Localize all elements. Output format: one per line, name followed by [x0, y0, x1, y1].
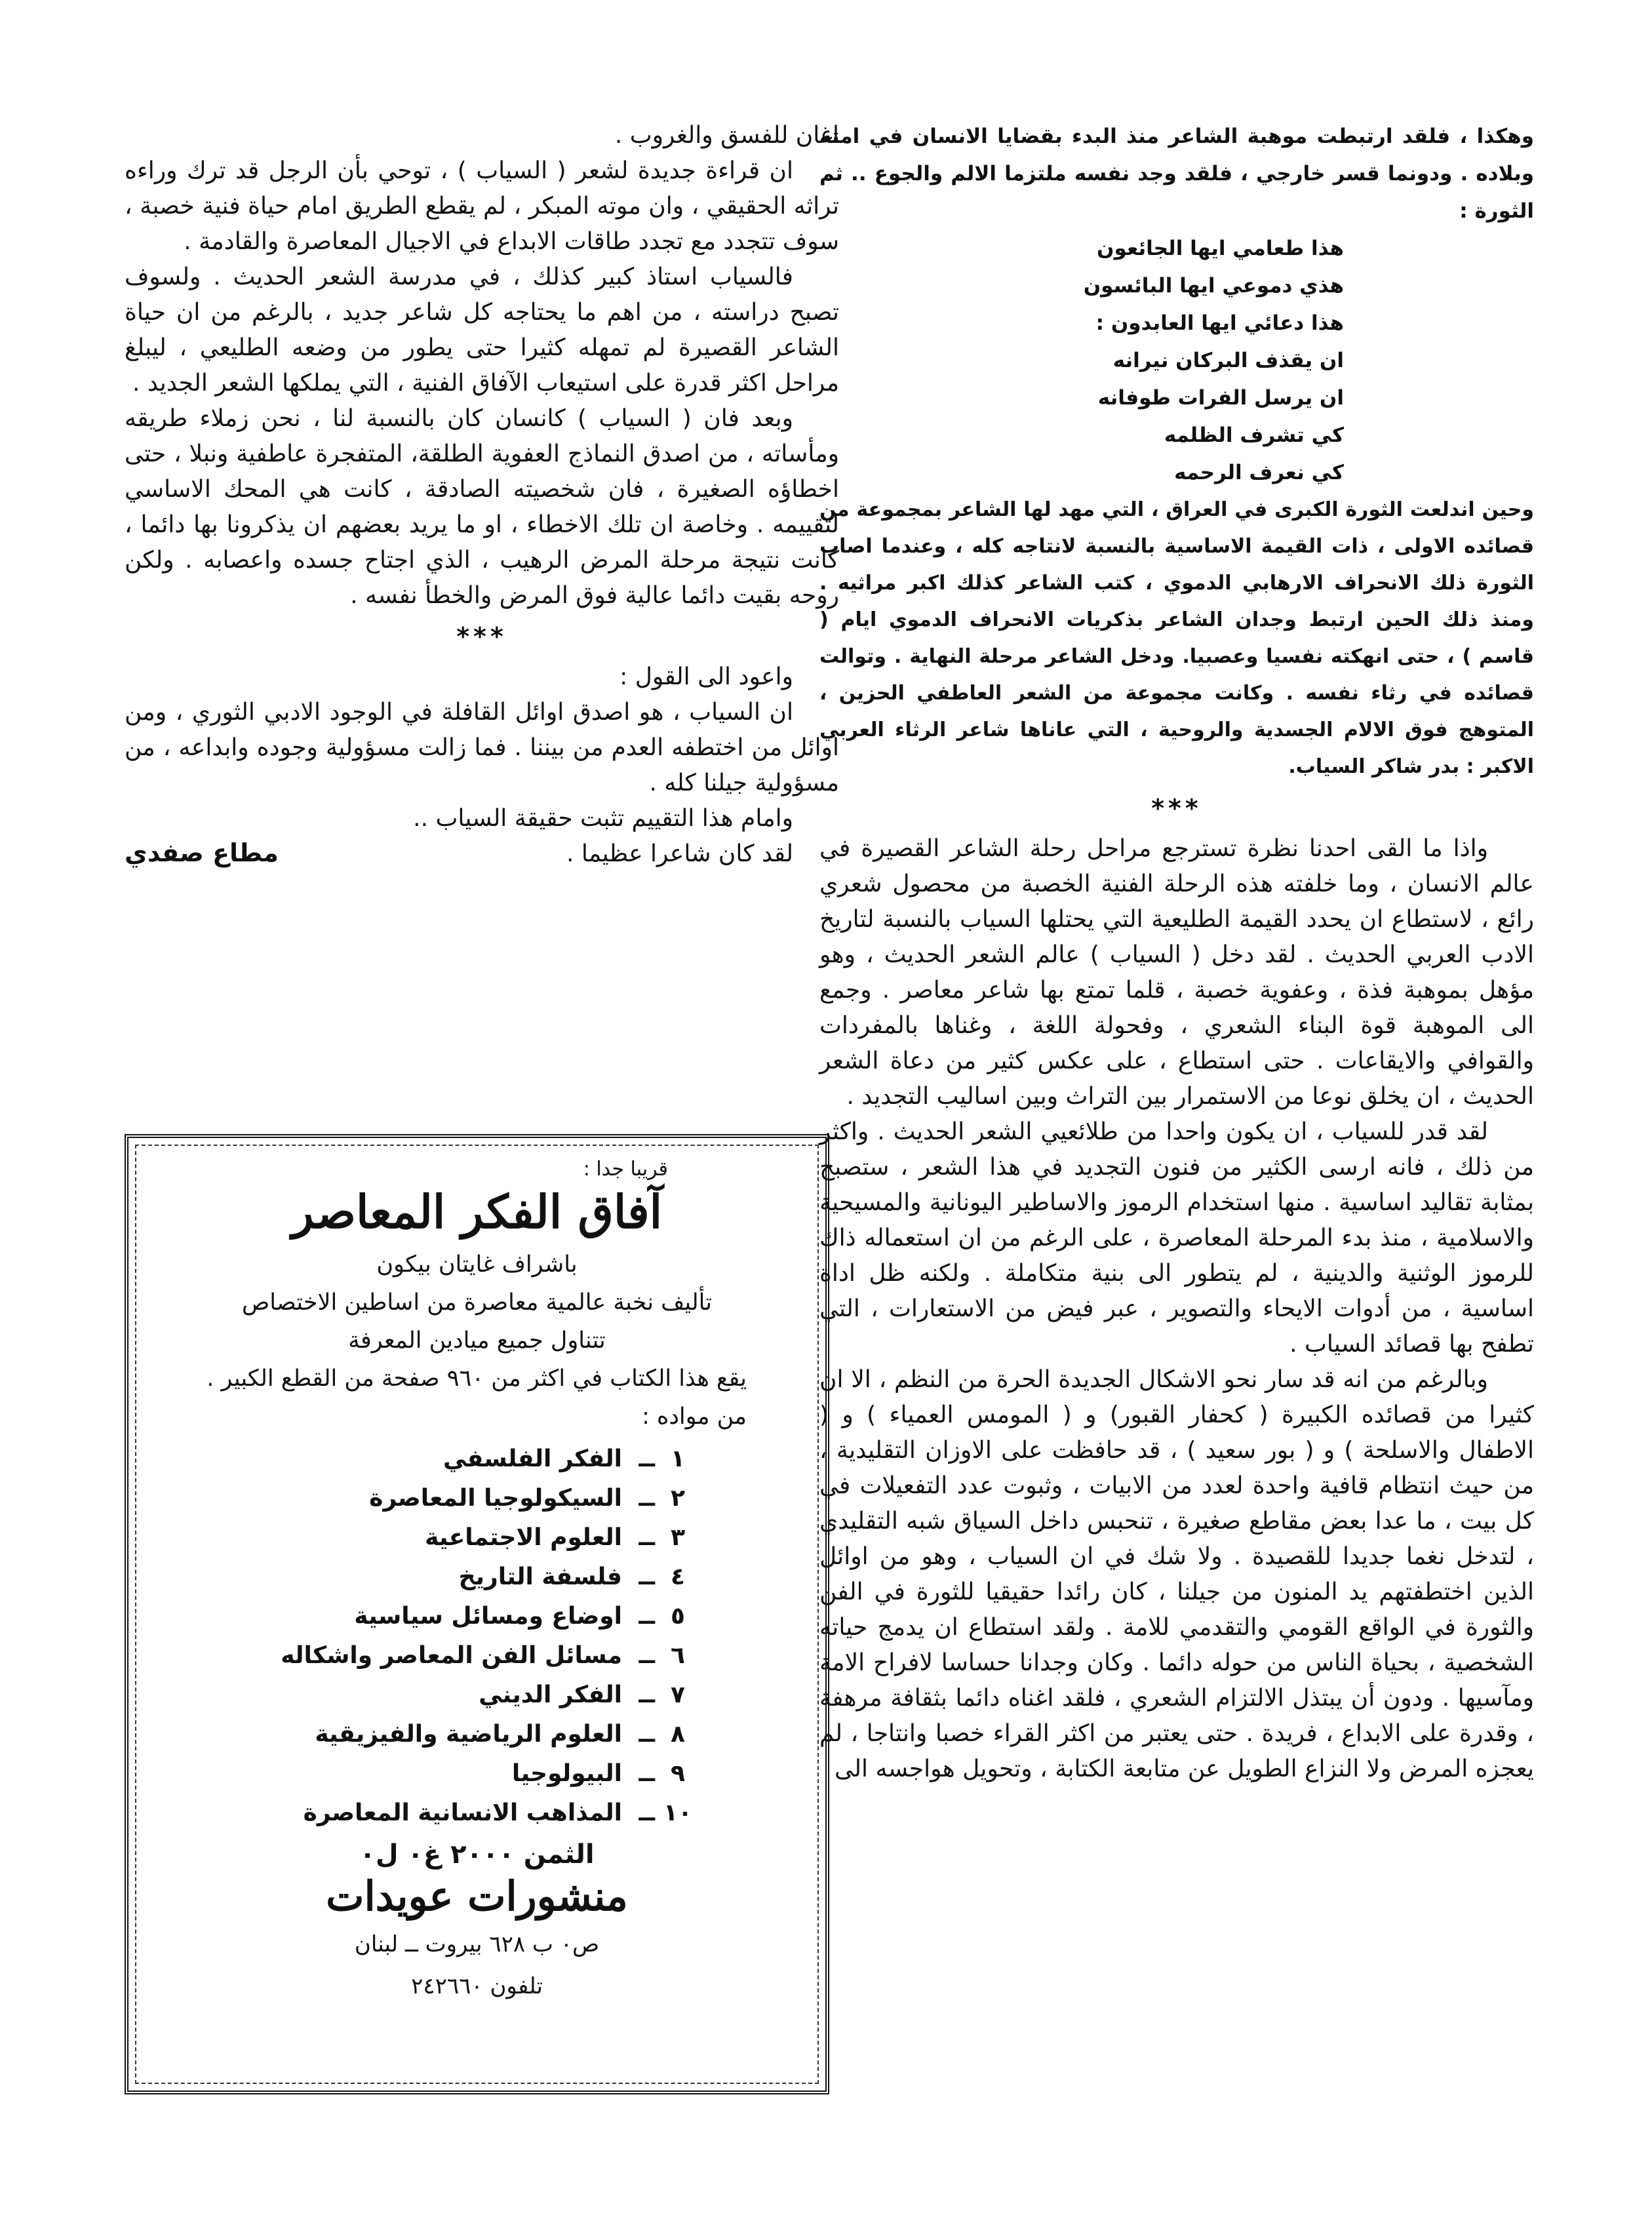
- body-paragraph: وبعد فان ( السياب ) كانسان كان بالنسبة لنا ، نحن زملاء طريقه ومأساته ، من اصدق النماذج العفوية الطلقة، المتفجرة عاطفية ونبلا ، حتى اخطاؤه الصغيرة ، فان شخصيته الصادقة ، كانت هي المحك الاساسي لتقييمه . وخاصة ان تلك الاخطاء ، او ما يريد بعضهم ان يذكرونا بها دائما ، كانت نتيجة مرحلة المرض الرهيب ، الذي اجتاح جسده واعصابه . ولكن روحه بقيت دائما عالية فوق المرض والخطأ نفسه .: [125, 405, 839, 609]
- publisher-address: ص٠ ب ٦٢٨ بيروت ــ لبنان: [354, 1931, 600, 1957]
- poem-line: كي نعرف الرحمه: [1174, 461, 1344, 484]
- list-item: [155, 1440, 701, 1479]
- item-dash: ــ: [639, 1485, 655, 1512]
- item-label: المذاهب الانسانية المعاصرة: [303, 1799, 622, 1826]
- closing-line: وامام هذا التقييم تثبت حقيقة السياب ..: [413, 805, 793, 832]
- item-dash: ــ: [639, 1760, 655, 1787]
- final-line: لقد كان شاعرا عظيما .: [566, 840, 793, 867]
- list-item: [155, 1558, 701, 1597]
- item-label: السيكولوجيا المعاصرة: [369, 1485, 622, 1512]
- item-number: ٦: [671, 1642, 685, 1669]
- item-number: ٨: [671, 1721, 685, 1748]
- item-dash: ــ: [639, 1799, 655, 1826]
- item-dash: ــ: [639, 1603, 655, 1630]
- item-dash: ــ: [639, 1524, 655, 1551]
- section-divider-stars: ***: [456, 622, 507, 651]
- body-paragraph: ان قراءة جديدة لشعر ( السياب ) ، توحي بأن الرجل قد ترك وراءه تراثه الحقيقي ، وان موته المبكر ، لم يقطع الطريق امام حياة فنية خصبة ، سوف تتجدد مع تجدد طاقات الابداع في الاجيال المعاصرة والقادمة .: [125, 157, 839, 255]
- body-paragraph: فالسياب استاذ كبير كذلك ، في مدرسة الشعر الحديث . ولسوف تصبح دراسته ، من اهم ما يحتاجه كل شاعر جديد ، بالرغم من ان حياة الشاعر القصيرة لم تمهله كثيرا حتى يطور من وضعه الطليعي ، ليبلغ مراحل اكثر قدرة على استيعاب الآفاق الفنية ، التي يملكها الشعر الجديد .: [125, 264, 839, 397]
- poem-line: ان يرسل الفرات طوفانه: [1097, 386, 1344, 410]
- item-number: ٣: [671, 1524, 685, 1551]
- book-advertisement: [125, 1134, 829, 2094]
- item-dash: ــ: [639, 1721, 655, 1748]
- list-item: [155, 1597, 701, 1636]
- item-number: ١٠: [663, 1799, 692, 1826]
- poem-line: كي تشرف الظلمه: [1164, 423, 1344, 447]
- publisher-name: منشورات عويدات: [326, 1872, 628, 1920]
- author-signature: مطاع صفدي: [125, 838, 279, 867]
- coming-soon-label: قريبا جدا :: [583, 1158, 668, 1181]
- poem-line: هذي دموعي ايها البائسون: [1083, 274, 1344, 298]
- item-number: ٢: [671, 1485, 685, 1512]
- item-number: ٤: [671, 1563, 685, 1590]
- poem-stanza: [819, 230, 1534, 492]
- item-number: ٩: [671, 1760, 685, 1787]
- list-item: [155, 1676, 701, 1715]
- item-dash: ــ: [639, 1563, 655, 1590]
- item-number: ١: [671, 1445, 685, 1472]
- book-title: آفاق الفكر المعاصر: [291, 1185, 663, 1239]
- poem-line: ان يقذف البركان نيرانه: [1112, 349, 1344, 372]
- list-item: [155, 1479, 701, 1518]
- item-number: ٧: [671, 1681, 685, 1708]
- item-label: العلوم الرياضية والفيزيقية: [315, 1721, 622, 1748]
- authorship-line: تأليف نخبة عالمية معاصرة من اساطين الاختصاص: [241, 1289, 713, 1316]
- item-dash: ــ: [639, 1445, 655, 1472]
- intro-paragraph: وهكذا ، فلقد ارتبطت موهبة الشاعر منذ البدء بقضايا الانسان في امته وبلاده . ودونما قسر خارجي ، فلقد وجد نفسه ملتزما الالم والجوع .. ثم الثورة :: [819, 125, 1534, 223]
- list-item: [155, 1518, 701, 1558]
- closing-paragraph: ان السياب ، هو اصدق اوائل القافلة في الوجود الادبي الثوري ، ومن اوائل من اختطفه العدم من بيننا . فما زالت مسؤولية وجوده وابداعه ، من مسؤولية جيلنا كله .: [125, 699, 839, 796]
- item-label: البيولوجيا: [511, 1760, 622, 1787]
- publisher-phone: تلفون ٢٤٢٦٦٠: [411, 1973, 543, 1999]
- item-label: اوضاع ومسائل سياسية: [354, 1603, 622, 1630]
- body-paragraph: لقد قدر للسياب ، ان يكون واحدا من طلائعيي الشعر الحديث . واكثر من ذلك ، فانه ارسى الكثير من فنون التجديد في هذا الشعر ، ستصبح بمثابة تقاليد اساسية . منها استخدام الرموز والاساطير اليونانية والمسيحية والاسلامية ، منذ بدء المرحلة المعاصرة ، على الرغم من ان استعماله ذاك للرموز الوثنية والدينية ، لم يتطور الى بنية متكاملة . ولكنه ظل اداة اساسية ، من أدوات الايحاء والتصوير ، عبر فيض من الاستعارات ، التي تطفح بها قصائد السياب .: [819, 1118, 1534, 1358]
- list-item: [155, 1794, 701, 1833]
- contents-label: من مواده :: [642, 1404, 747, 1430]
- section-divider-stars: ***: [1151, 794, 1202, 823]
- item-label: مسائل الفن المعاصر واشكاله: [281, 1642, 622, 1669]
- body-paragraph: وبالرغم من انه قد سار نحو الاشكال الجديدة الحرة من النظم ، الا ان كثيرا من قصائده الكبيرة ( كحفار القبور) و ( المومس العمياء ) و ( الاطفال والاسلحة ) و ( بور سعيد ) ، قد حافظت على الاوزان التقليدية ، من حيث انتظام قافية واحدة لعدد من الابيات ، وثبوت عدد التفعيلات في كل بيت ، ما عدا بعض مقاطع صغيرة ، تنحبس داخل السياق شبه التقليدي ، لتدخل نغما جديدا للقصيدة . ولا شك في ان السياب ، وهو من اوائل الذين اختطفتهم يد المنون من جيلنا ، كان رائدا حقيقيا للثورة في الفن والثورة في الواقع القومي والتقدمي للامة . ولقد استطاع ان يدمج حياته الشخصية ، بحياة الناس من حوله دائما . وكان وجدانا حساسا لافراح الامة ومآسيها . ودون أن يبتذل الالتزام الشعري ، فلقد اغناه دائما بثقافة مرهفة ، وقدرة على الابداع ، فريدة . حتى يعتبر من اكثر القراء خصبا وانتاجا ، لم يعجزه المرض ولا النزاع الطويل عن متابعة الكتابة ، وتحويل هواجسه الى: [819, 1366, 1534, 1782]
- contents-list: [155, 1440, 799, 1833]
- body-paragraph: واذا ما القى احدنا نظرة تسترجع مراحل رحلة الشاعر القصيرة في عالم الانسان ، وما خلفته هذه الرحلة الفنية الخصبة من محصول شعري رائع ، لاستطاع ان يحدد القيمة الطليعية التي يحتلها السياب بالنسبة لتاريخ الادب العربي الحديث . لقد دخل ( السياب ) عالم الشعر الحديث ، وهو مؤهل بموهبة فذة ، وعفوية خصبة ، قلما تمتع بها شاعر معاصر . وجمع الى الموهبة قوة البناء الشعري ، وفحولة اللغة ، وغناها بالمفردات والقوافي والايقاعات . حتى استطاع ، على عكس كثير من دعاة الشعر الحديث ، ان يخلق نوعا من الاستمرار بين التراث وبين اساليب التجديد .: [819, 835, 1534, 1110]
- continued-line: اغان للفسق والغروب .: [614, 122, 839, 149]
- advertisement-content: [155, 1158, 799, 2071]
- price: الثمن ٢٠٠٠ غ٠ ل٠: [359, 1839, 595, 1870]
- signature-row: [125, 836, 839, 872]
- list-item: [155, 1754, 701, 1794]
- item-label: الفكر الفلسفي: [442, 1445, 622, 1472]
- poem-line: هذا طعامي ايها الجائعون: [1097, 237, 1344, 260]
- right-column: [819, 118, 1534, 2144]
- supervision-line: باشراف غايتان بيكون: [376, 1251, 578, 1278]
- list-item: [155, 1715, 701, 1754]
- item-label: الفكر الديني: [479, 1681, 622, 1708]
- list-item: [155, 1636, 701, 1676]
- item-number: ٥: [671, 1603, 685, 1630]
- size-note: يقع هذا الكتاب في اكثر من ٩٦٠ صفحة من القطع الكبير .: [206, 1365, 747, 1392]
- poem-line: هذا دعائي ايها العابدون :: [1095, 311, 1344, 335]
- closing-intro: واعود الى القول :: [620, 663, 793, 690]
- item-dash: ــ: [639, 1642, 655, 1669]
- item-dash: ــ: [639, 1681, 655, 1708]
- item-label: العلوم الاجتماعية: [425, 1524, 622, 1551]
- revolution-paragraph: وحين اندلعت الثورة الكبرى في العراق ، التي مهد لها الشاعر بمجموعة من قصائده الاولى ، ذات القيمة الاساسية بالنسبة لانتاجه كله ، وعندما اصاب الثورة ذلك الانحراف الارهابي الدموي ، كتب الشاعر كذلك اكبر مراثيه . ومنذ ذلك الحين ارتبط وجدان الشاعر بذكريات الانحراف الدموي ايام ( قاسم ) ، حتى انهكته نفسيا وعصبيا. ودخل الشاعر مرحلة النهاية . وتوالت قصائده في رثاء نفسه . وكانت مجموعة من الشعر العاطفي الحزين ، المتوهج فوق الالام الجسدية والروحية ، التي عاناها شاعر الرثاء العربي الاكبر : بدر شاكر السياب.: [819, 498, 1534, 778]
- item-label: فلسفة التاريخ: [458, 1563, 622, 1590]
- scope-line: تتناول جميع ميادين المعرفة: [348, 1327, 606, 1354]
